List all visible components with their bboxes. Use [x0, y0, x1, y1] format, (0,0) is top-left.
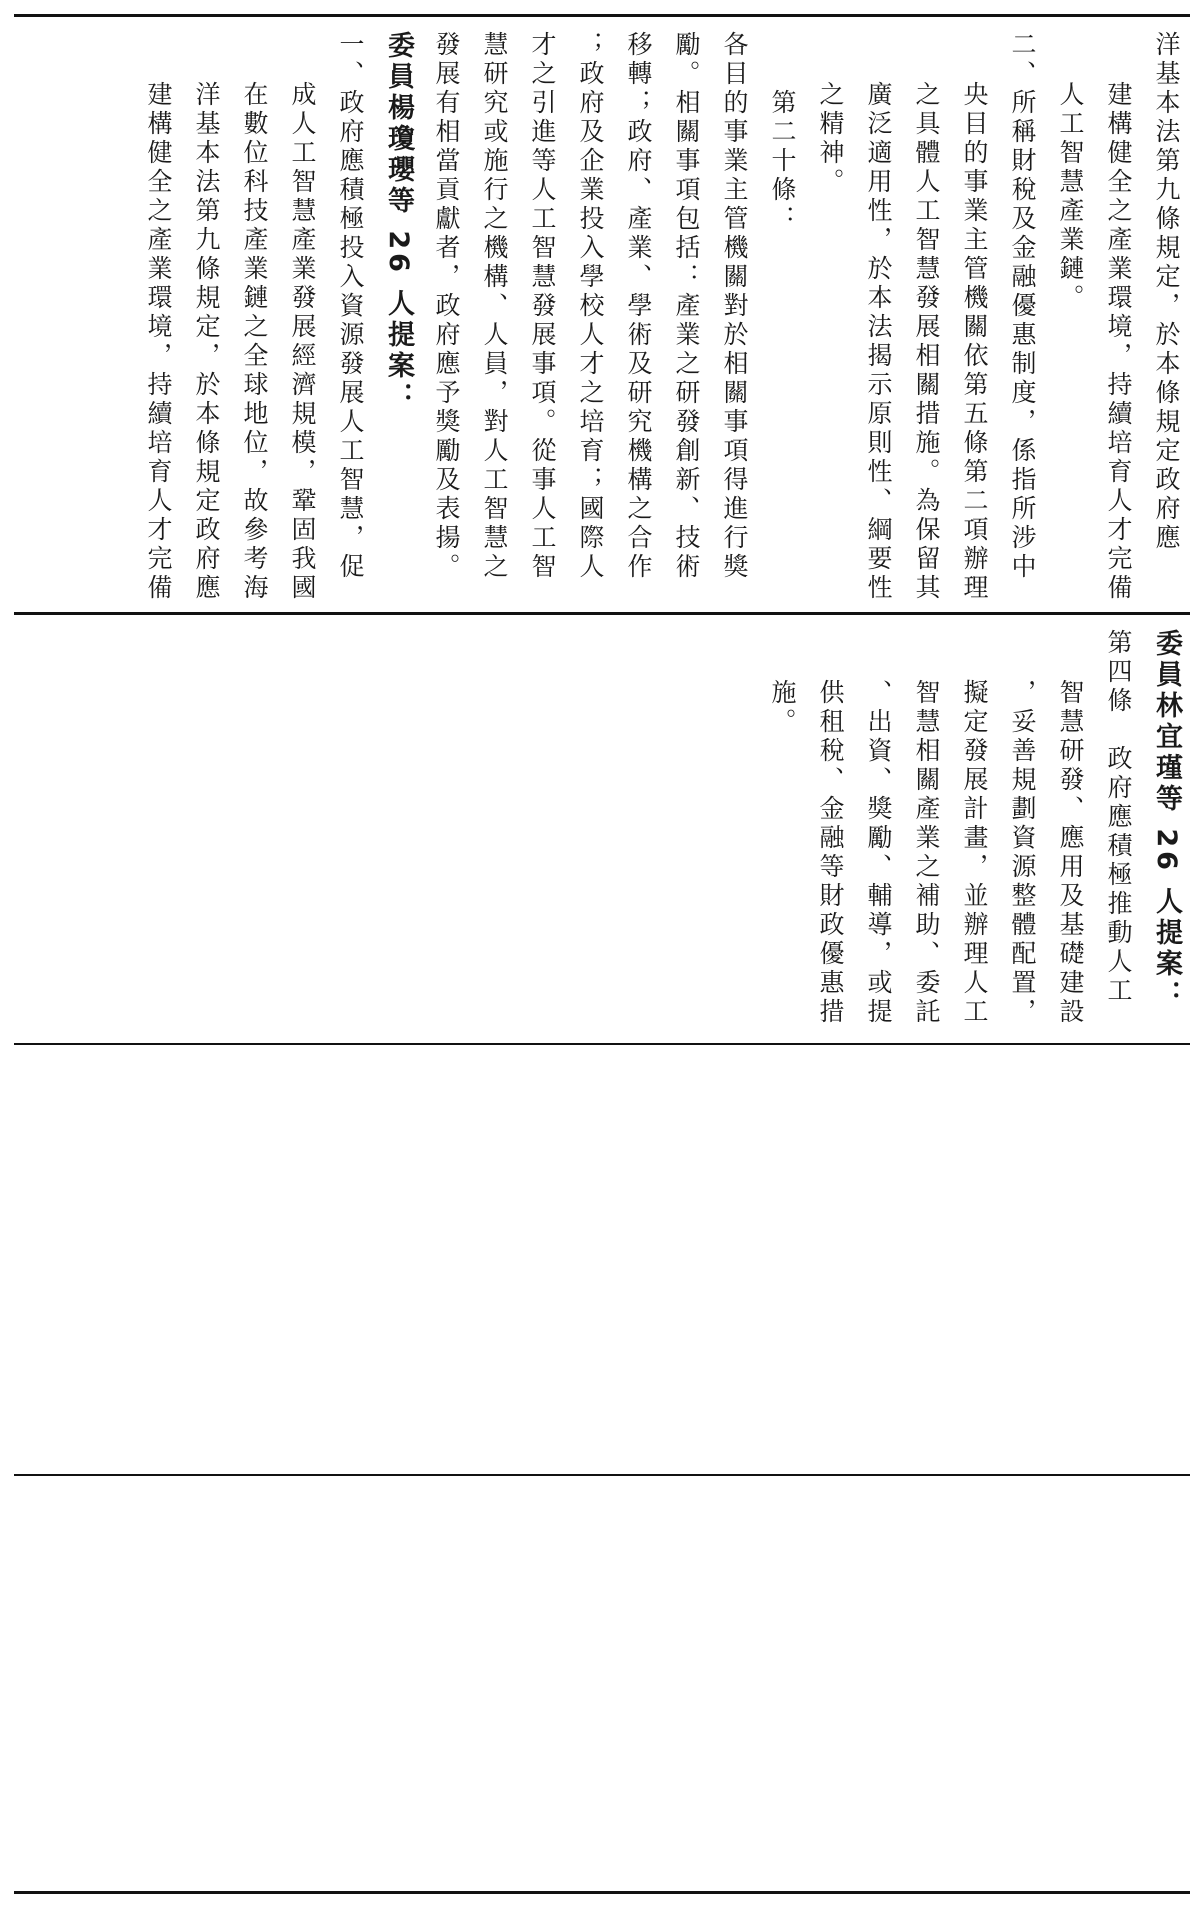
- text-line: 在數位科技產業鏈之全球地位，故參考海: [240, 81, 269, 603]
- text-line: 供租稅、金融等財政優惠措: [816, 679, 845, 1027]
- text-line: 建構健全之產業環境，持續培育人才完備: [1104, 81, 1133, 603]
- text-line: 洋基本法第九條規定，於本條規定政府應: [192, 81, 221, 603]
- empty-cell: [14, 1048, 1190, 1471]
- text-line: 移轉；政府、產業、學術及研究機構之合作: [624, 31, 653, 582]
- text-line: 建構健全之產業環境，持續培育人才完備: [144, 81, 173, 603]
- text-line: 擬定發展計畫，並辦理人工: [960, 679, 989, 1027]
- proposal-heading: 委員林宜瑾等 26 人提案：: [1151, 629, 1182, 1012]
- explanation-cell: [14, 19, 1190, 609]
- empty-cell: [14, 1479, 1190, 1888]
- text-line: 廣泛適用性，於本法揭示原則性、綱要性: [864, 81, 893, 603]
- article-heading: 第二十條：: [768, 88, 797, 234]
- text-line: 慧研究或施行之機構、人員，對人工智慧之: [480, 31, 509, 582]
- text-line: 洋基本法第九條規定，於本條規定政府應: [1152, 31, 1181, 553]
- explanation-text: [14, 31, 1190, 603]
- text-line: 第四條 政府應積極推動人工: [1104, 629, 1133, 1006]
- document-page: [14, 0, 1190, 1911]
- top-rule: [14, 14, 1190, 17]
- text-line: 智慧研發、應用及基礎建設: [1056, 679, 1085, 1027]
- proposal-cell: [14, 617, 1190, 1040]
- proposal-text: [14, 629, 1190, 1030]
- text-line: 二、所稱財稅及金融優惠制度，係指所涉中: [1008, 31, 1037, 582]
- text-line: ；政府及企業投入學校人才之培育；國際人: [576, 31, 605, 582]
- text-line: 發展有相當貢獻者，政府應予獎勵及表揚。: [432, 31, 461, 582]
- proposal-heading: 委員楊瓊瓔等 26 人提案：: [383, 31, 414, 414]
- text-line: 成人工智慧產業發展經濟規模，鞏固我國: [288, 81, 317, 603]
- section-rule: [14, 612, 1190, 615]
- text-line: 之精神。: [816, 81, 845, 197]
- text-line: 之具體人工智慧發展相關措施。為保留其: [912, 81, 941, 603]
- section-rule: [14, 1043, 1190, 1045]
- bottom-rule: [14, 1891, 1190, 1894]
- text-line: 才之引進等人工智慧發展事項。從事人工智: [528, 31, 557, 582]
- section-rule: [14, 1474, 1190, 1476]
- text-line: 央目的事業主管機關依第五條第二項辦理: [960, 81, 989, 603]
- text-line: 人工智慧產業鏈。: [1056, 81, 1085, 313]
- text-line: 各目的事業主管機關對於相關事項得進行獎: [720, 31, 749, 582]
- text-line: 勵。相關事項包括：產業之研發創新、技術: [672, 31, 701, 582]
- text-line: ，妥善規劃資源整體配置，: [1008, 679, 1037, 1027]
- text-line: 智慧相關產業之補助、委託: [912, 679, 941, 1027]
- text-line: 施。: [768, 679, 797, 737]
- text-line: 、出資、獎勵、輔導，或提: [864, 679, 893, 1027]
- text-line: 一、政府應積極投入資源發展人工智慧，促: [336, 31, 365, 582]
